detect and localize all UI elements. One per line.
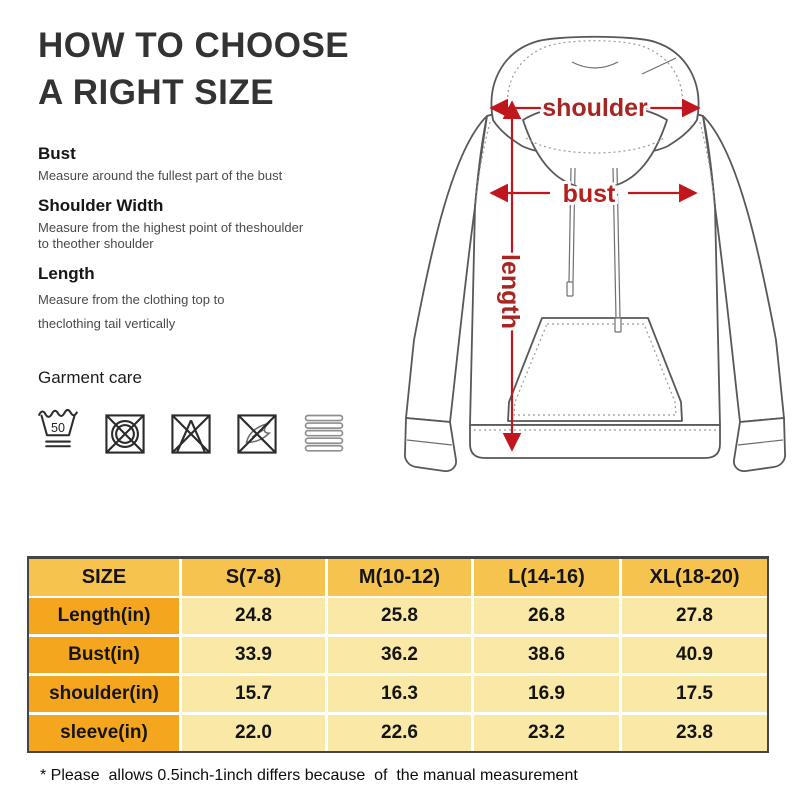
length-l: 26.8 [474,598,619,634]
length-s: 24.8 [182,598,325,634]
size-table-header-s: S(7-8) [182,559,325,596]
row-label-shoulder: shoulder(in) [29,676,179,712]
page-title-line1: HOW TO CHOOSE [38,26,350,65]
page-title-line2: A RIGHT SIZE [38,73,275,112]
wash-temp-label: 50 [51,421,65,436]
dry-flat-icon [302,413,346,455]
measurement-disclaimer: * Please allows 0.5inch-1inch differs because of the manual measurement [40,767,578,784]
instruction-shoulder-heading: Shoulder Width [38,196,164,215]
bust-m: 36.2 [328,637,471,673]
shoulder-m: 16.3 [328,676,471,712]
sleeve-xl: 23.8 [622,715,767,751]
instruction-bust-heading: Bust [38,144,76,163]
instruction-shoulder [38,196,368,252]
instruction-length-text-line1: Measure from the clothing top to [38,292,225,307]
shoulder-measure-label: shoulder [542,94,648,122]
length-measure-label: length [496,254,524,329]
size-table [27,556,769,753]
instruction-length-heading: Length [38,264,95,283]
instruction-shoulder-text [38,220,368,252]
length-m: 25.8 [328,598,471,634]
bust-s: 33.9 [182,637,325,673]
garment-care-icons [36,403,346,455]
row-label-bust: Bust(in) [29,637,179,673]
do-not-wring-icon [236,413,278,455]
row-label-sleeve: sleeve(in) [29,715,179,751]
shoulder-s: 15.7 [182,676,325,712]
length-xl: 27.8 [622,598,767,634]
instruction-bust-text: Measure around the fullest part of the bust [38,168,283,183]
instruction-length [38,264,368,332]
shoulder-xl: 17.5 [622,676,767,712]
size-table-header-l: L(14-16) [474,559,619,596]
wash-50-icon [36,403,80,455]
do-not-tumble-dry-icon [104,413,146,455]
instruction-bust [38,144,368,184]
size-table-header-m: M(10-12) [328,559,471,596]
instruction-length-text-line2: theclothing tail vertically [38,316,176,331]
instruction-shoulder-text-line1: Measure from the highest point of theshoulder [38,220,304,235]
hoodie-measurement-diagram [390,0,800,540]
do-not-bleach-icon [170,413,212,455]
garment-care-label: Garment care [38,368,142,387]
bust-l: 38.6 [474,637,619,673]
bust-xl: 40.9 [622,637,767,673]
sleeve-m: 22.6 [328,715,471,751]
sleeve-s: 22.0 [182,715,325,751]
row-label-length: Length(in) [29,598,179,634]
sleeve-l: 23.2 [474,715,619,751]
size-table-header-size: SIZE [29,559,179,596]
shoulder-l: 16.9 [474,676,619,712]
page-title [38,22,398,116]
instruction-shoulder-text-line2: to theother shoulder [38,236,154,251]
bust-measure-label: bust [562,180,616,208]
size-table-header-xl: XL(18-20) [622,559,767,596]
